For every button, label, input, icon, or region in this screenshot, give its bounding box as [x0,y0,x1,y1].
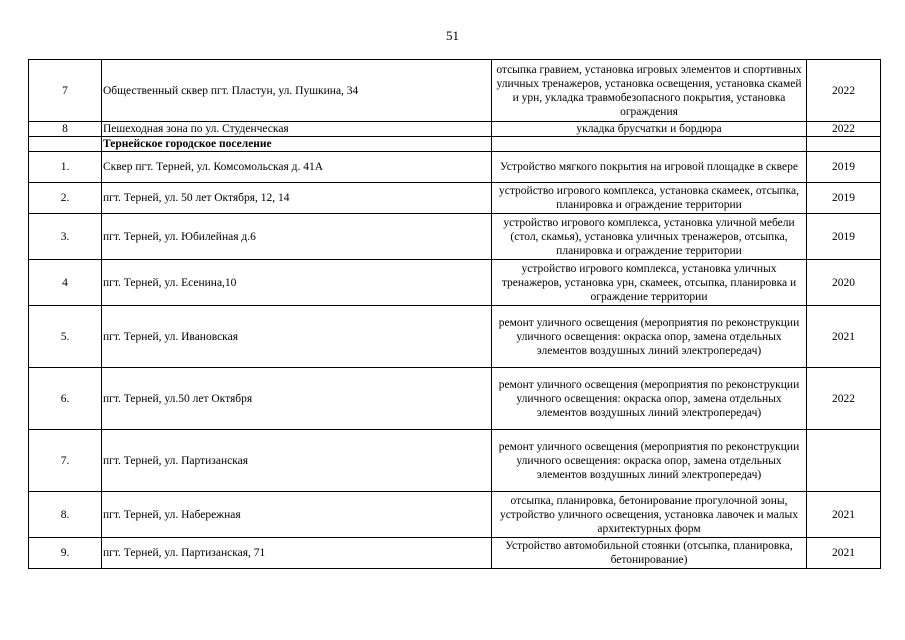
table-row [29,60,881,122]
table-row [29,492,881,538]
row-address: пгт. Терней, ул. Есенина,10 [102,260,492,306]
row-address: пгт. Терней, ул.50 лет Октября [102,368,492,430]
row-year: 2021 [807,306,881,368]
row-number: 7 [29,60,102,122]
improvement-table [28,59,881,569]
row-number: 2. [29,183,102,214]
page-number: 51 [446,28,459,43]
row-year: 2022 [807,60,881,122]
section-row [29,137,881,152]
row-address: пгт. Терней, ул. 50 лет Октября, 12, 14 [102,183,492,214]
row-number: 4 [29,260,102,306]
row-year: 2019 [807,152,881,183]
table-row [29,214,881,260]
table-row [29,260,881,306]
row-year: 2019 [807,214,881,260]
row-number: 3. [29,214,102,260]
row-address: Сквер пгт. Терней, ул. Комсомольская д. 41А [102,152,492,183]
row-work: Устройство автомобильной стоянки (отсыпка, планировка, бетонирование) [492,538,807,569]
row-address: Общественный сквер пгт. Пластун, ул. Пушкина, 34 [102,60,492,122]
table-row [29,368,881,430]
row-work [492,137,807,152]
table-row [29,122,881,137]
row-work: укладка брусчатки и бордюра [492,122,807,137]
row-address: пгт. Терней, ул. Партизанская, 71 [102,538,492,569]
row-number: 5. [29,306,102,368]
row-year: 2021 [807,492,881,538]
row-year: 2022 [807,368,881,430]
row-number: 9. [29,538,102,569]
row-work: ремонт уличного освещения (мероприятия по реконструкции уличного освещения: окраска опор, замена отдельных элементов воздушных линий электропередач) [492,430,807,492]
row-address: пгт. Терней, ул. Партизанская [102,430,492,492]
row-address: пгт. Терней, ул. Юбилейная д.6 [102,214,492,260]
row-address: пгт. Терней, ул. Ивановская [102,306,492,368]
row-year: 2019 [807,183,881,214]
row-address: Пешеходная зона по ул. Студенческая [102,122,492,137]
row-work: устройство игрового комплекса, установка уличных тренажеров, установка урн, скамеек, отсыпка, планировка и ограждение территории [492,260,807,306]
table-row [29,430,881,492]
row-year [807,137,881,152]
row-number: 8 [29,122,102,137]
row-year [807,430,881,492]
row-address: пгт. Терней, ул. Набережная [102,492,492,538]
table-row [29,306,881,368]
row-work: ремонт уличного освещения (мероприятия по реконструкции уличного освещения: окраска опор, замена отдельных элементов воздушных линий электропередач) [492,306,807,368]
row-work: отсыпка гравием, установка игровых элементов и спортивных уличных тренажеров, установка освещения, установка скамей и урн, укладка травмобезопасного покрытия, установка ограждения [492,60,807,122]
row-number: 8. [29,492,102,538]
row-number [29,137,102,152]
table-row [29,538,881,569]
table-row [29,183,881,214]
row-work: отсыпка, планировка, бетонирование прогулочной зоны, устройство уличного освещения, установка лавочек и малых архитектурных форм [492,492,807,538]
row-work: Устройство мягкого покрытия на игровой площадке в сквере [492,152,807,183]
section-title: Тернейское городское поселение [102,137,492,152]
row-number: 7. [29,430,102,492]
row-number: 6. [29,368,102,430]
row-year: 2021 [807,538,881,569]
row-year: 2022 [807,122,881,137]
row-work: устройство игрового комплекса, установка уличной мебели (стол, скамья), установка уличных тренажеров, отсыпка, планировка и ограждение территории [492,214,807,260]
row-year: 2020 [807,260,881,306]
table-row [29,152,881,183]
row-number: 1. [29,152,102,183]
row-work: ремонт уличного освещения (мероприятия по реконструкции уличного освещения: окраска опор, замена отдельных элементов воздушных линий электропередач) [492,368,807,430]
row-work: устройство игрового комплекса, установка скамеек, отсыпка, планировка и ограждение территории [492,183,807,214]
